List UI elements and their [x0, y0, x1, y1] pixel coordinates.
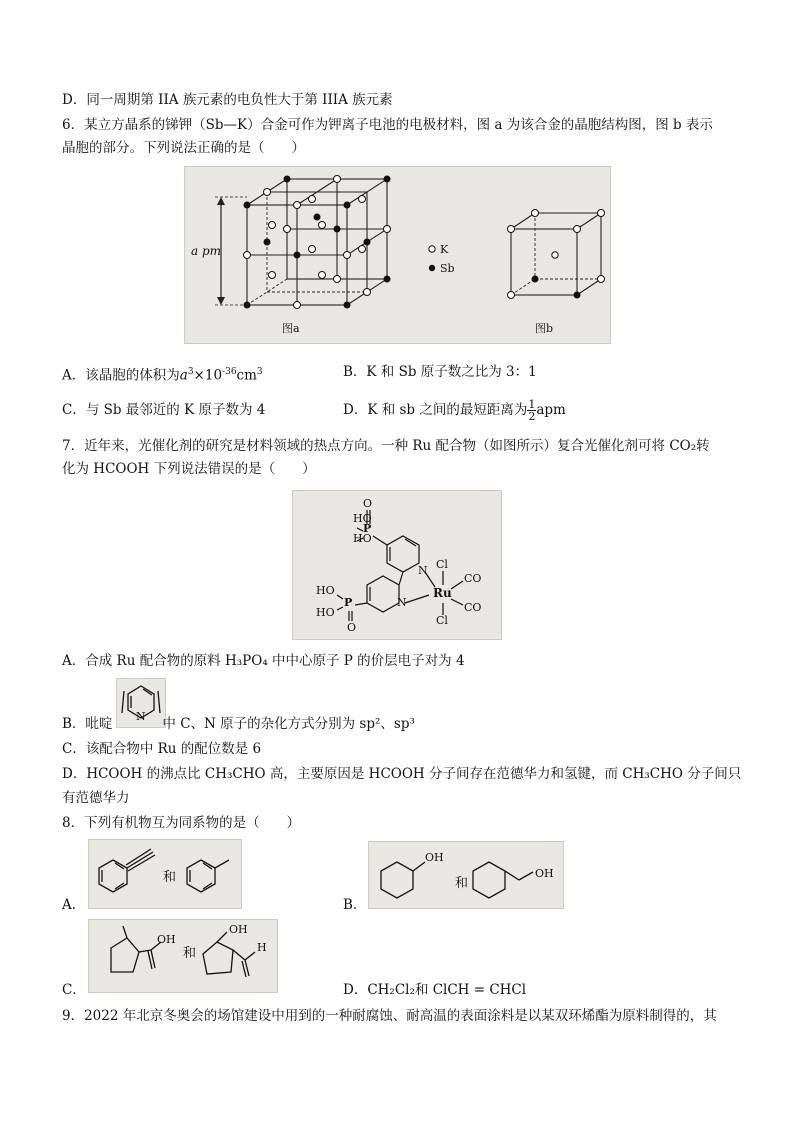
q7-option-a: A．合成 Ru 配合物的原料 H₃PO₄ 中中心原子 P 的价层电子对为 4	[62, 653, 465, 669]
pyridine-nitrogen-label: N	[136, 710, 146, 723]
caption-a: 图a	[282, 322, 300, 335]
ho-label-2: HO	[353, 532, 372, 545]
q7-stem-line-2: 化为 HCOOH 下列说法错误的是（ ）	[62, 461, 316, 477]
chloride-label-2: Cl	[436, 614, 448, 627]
carbonyl-label-1: CO	[464, 572, 482, 585]
q8-option-a-label: A．	[62, 897, 86, 913]
q6-crystal-figure	[184, 166, 611, 344]
dimension-label: a pm	[191, 244, 222, 258]
q7-option-d-line-2: 有范德华力	[62, 790, 130, 806]
q5-option-d: D．同一周期第 IIA 族元素的电负性大于第 IIIA 族元素	[62, 92, 393, 108]
q6-stem-line-1: 6．某立方晶系的锑钾（Sb—K）合金可作为钾离子电池的电极材料，图 a 为该合金的晶胞结构图，图 b 表示	[62, 117, 713, 133]
oh-label-b1: OH	[425, 851, 444, 864]
q8-option-b-label: B．	[343, 897, 367, 913]
ho-label-1: HO	[353, 512, 372, 525]
q6-stem-line-2: 晶胞的部分。下列说法正确的是（ ）	[62, 140, 305, 156]
legend-k-label: K	[440, 243, 449, 256]
q8-option-c-label: C．	[62, 982, 86, 998]
oh-label-c2: OH	[229, 923, 248, 936]
q7-option-c: C．该配合物中 Ru 的配位数是 6	[62, 741, 262, 757]
chloride-label-1: Cl	[436, 558, 448, 571]
crystal-diagram	[185, 167, 610, 343]
ho-label-4: HO	[316, 606, 335, 619]
q7-stem-line-1: 7．近年来，光催化剂的研究是材料领域的热点方向。一种 Ru 配合物（如图所示）复合光催化剂可将 CO₂转	[62, 438, 710, 454]
q6-option-c: C．与 Sb 最邻近的 K 原子数为 4	[62, 402, 266, 418]
q8-option-c-figure	[88, 919, 278, 993]
oh-label-c1: OH	[157, 933, 176, 946]
q7-option-b: B．吡啶 中 C、N 原子的杂化方式分别为 sp²、sp³	[62, 716, 415, 732]
nitrogen-label-2: N	[397, 596, 407, 609]
q6-option-b: B．K 和 Sb 原子数之比为 3：1	[343, 364, 537, 380]
nitrogen-label-1: N	[418, 564, 428, 577]
q8-stem: 8．下列有机物互为同系物的是（ ）	[62, 815, 301, 831]
ho-label-3: HO	[316, 584, 335, 597]
and-label-a: 和	[163, 870, 177, 885]
q6-option-d: D．K 和 sb 之间的最短距离为 $\frac{1}{2}$ apm	[343, 398, 566, 423]
q9-stem-line-1: 9．2022 年北京冬奥会的场馆建设中用到的一种耐腐蚀、耐高温的表面涂料是以某双环烯酯为原料制得的，其	[62, 1008, 717, 1024]
q8-option-d: D．CH₂Cl₂和 ClCH = CHCl	[343, 982, 527, 998]
ruthenium-label: Ru	[433, 586, 452, 600]
caption-b: 图b	[535, 322, 554, 335]
q7-complex-figure	[292, 490, 502, 640]
legend-sb-label: Sb	[440, 262, 455, 275]
oh-label-b2: OH	[535, 867, 554, 880]
and-label-c: 和	[183, 946, 197, 961]
q7-option-d-line-1: D．HCOOH 的沸点比 CH₃CHO 高，主要原因是 HCOOH 分子间存在范德华力和氢键，而 CH₃CHO 分子间只	[62, 766, 742, 782]
h-label-c: H	[257, 941, 267, 954]
oxygen-label-1: O	[363, 497, 373, 510]
q8-option-b-figure	[368, 841, 564, 909]
oxygen-label-2: O	[347, 621, 357, 634]
phosphorus-label-2: P	[344, 596, 353, 609]
q8-option-a-figure	[88, 839, 242, 909]
and-label-b: 和	[455, 876, 469, 891]
phosphorus-label-1: P	[363, 522, 372, 535]
carbonyl-label-2: CO	[464, 601, 482, 614]
q6-option-a: A．该晶胞的体积为$a^3\times 10^{-36}cm^3$	[62, 367, 263, 384]
